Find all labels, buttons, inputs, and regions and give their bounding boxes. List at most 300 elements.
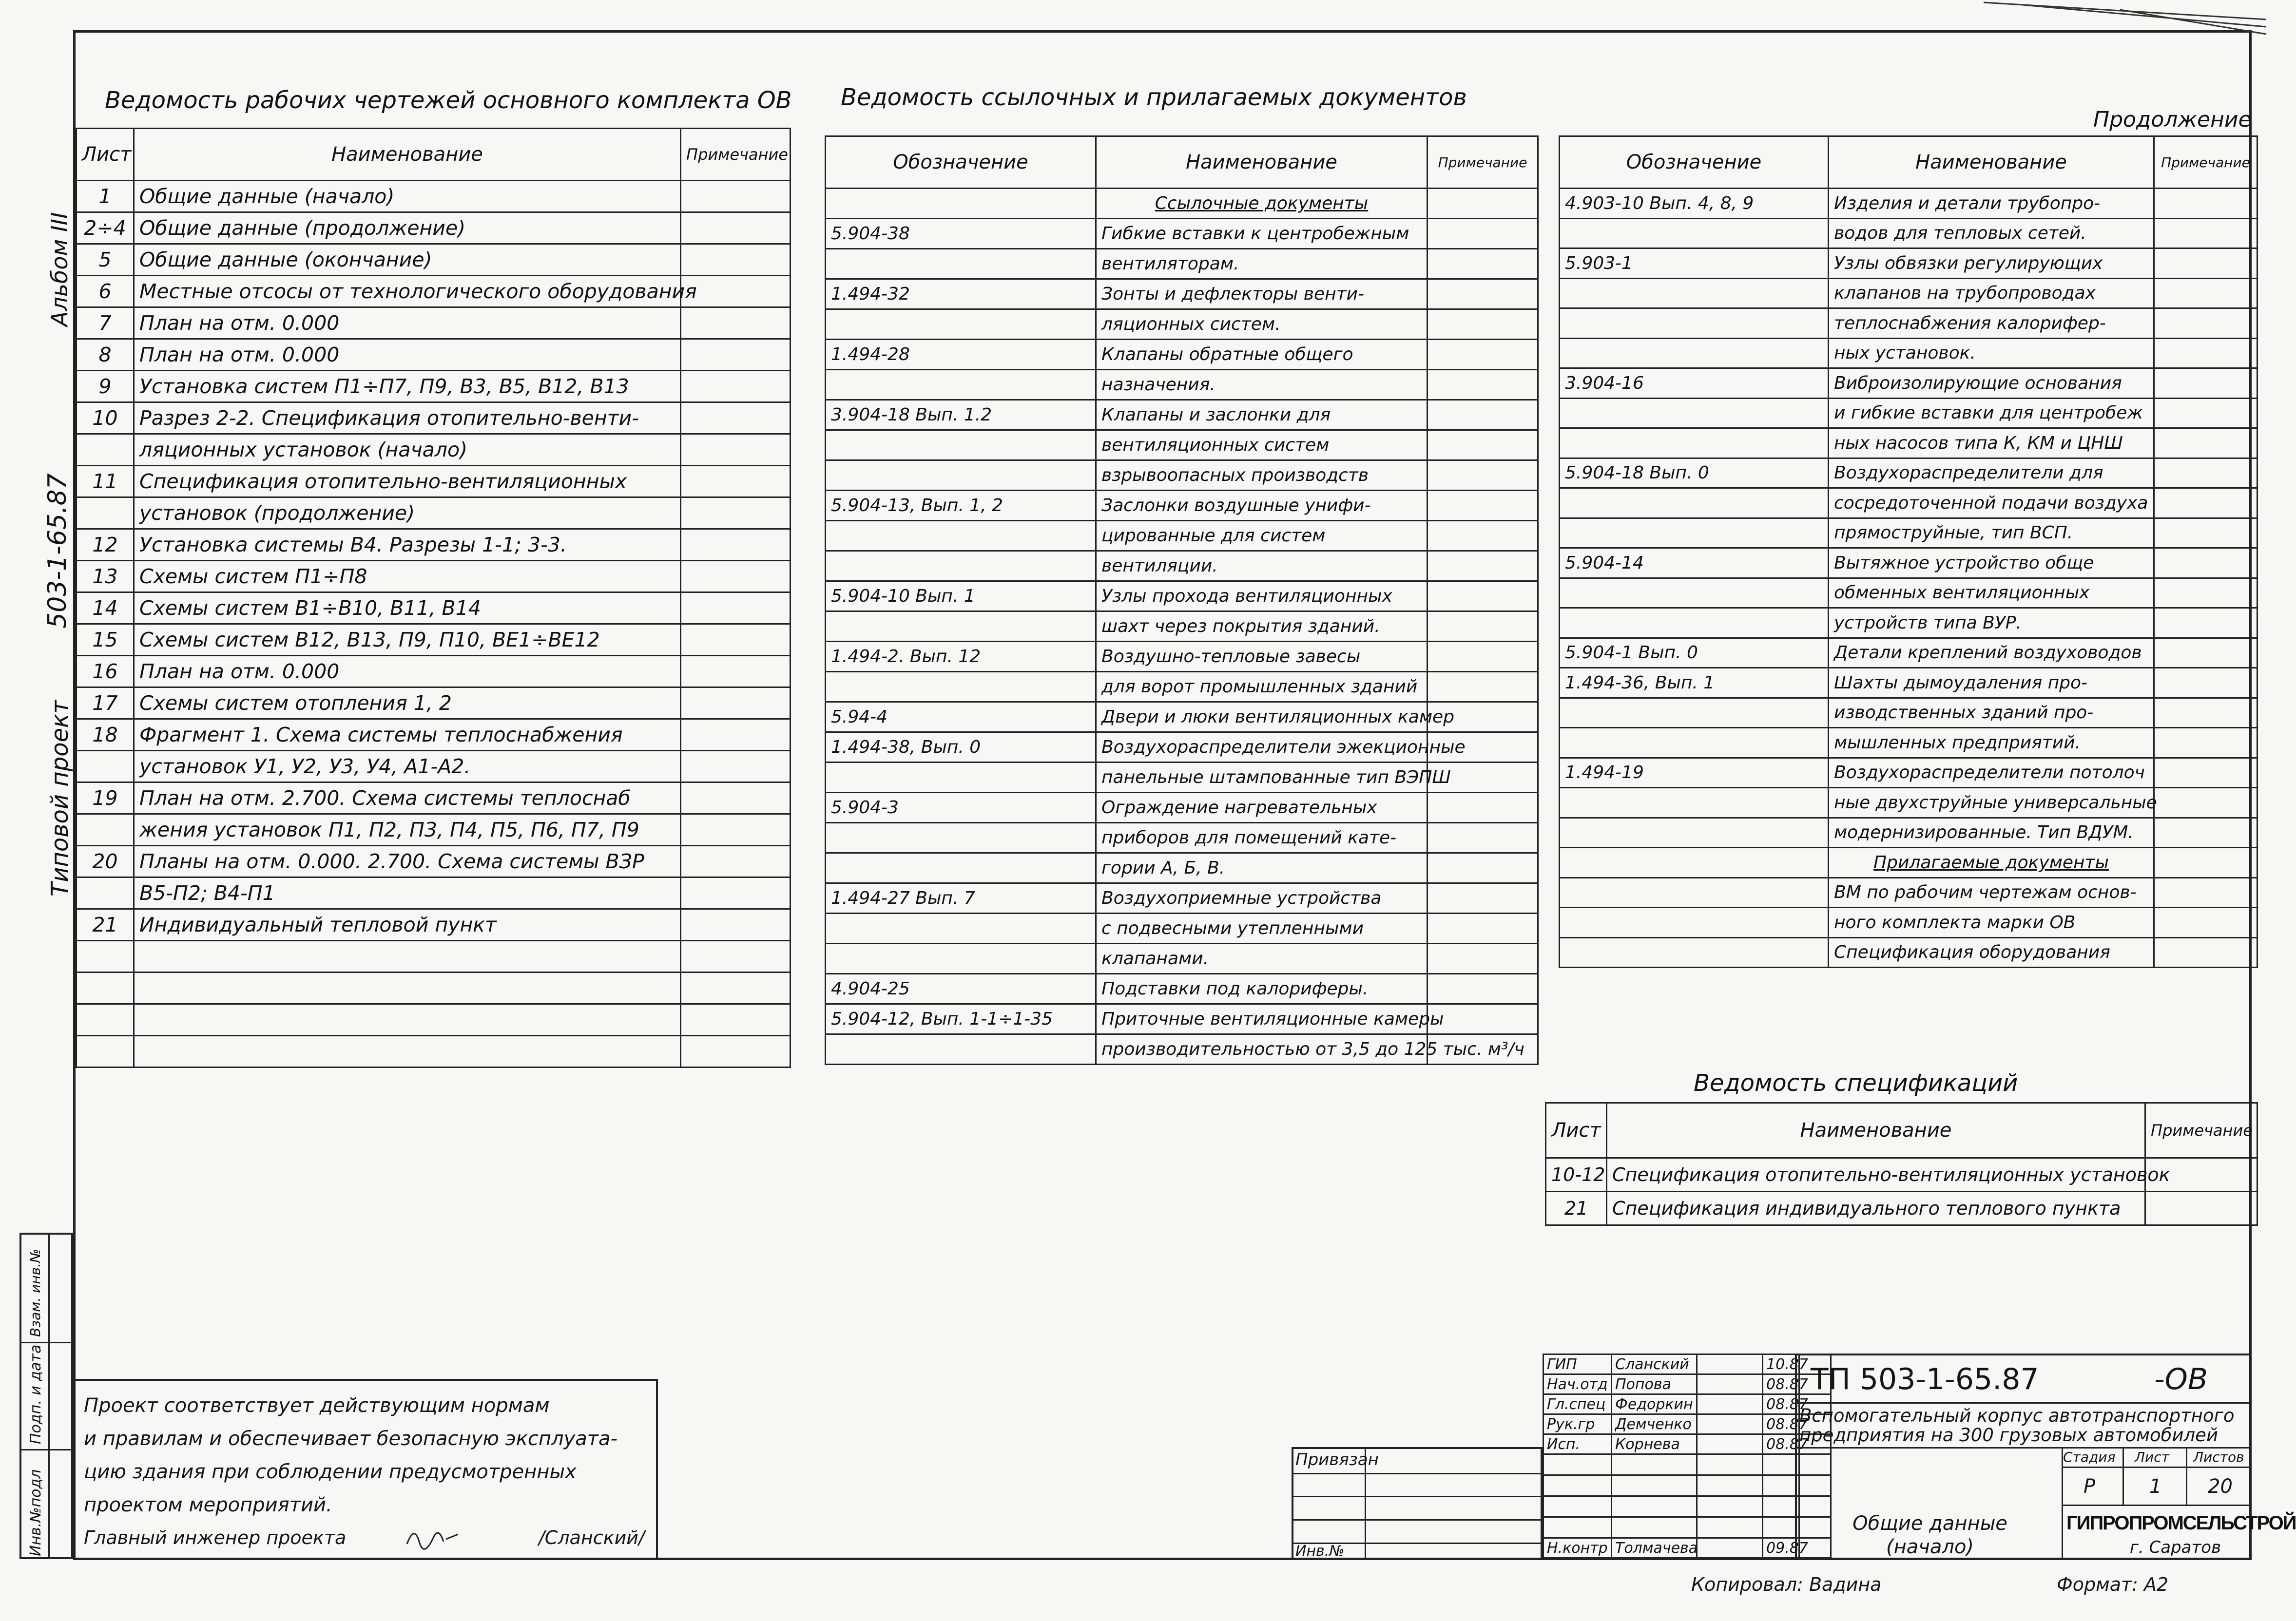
table-row (826, 672, 1538, 702)
table-row (1560, 848, 2257, 878)
note-line-4: проектом мероприятий. (84, 1494, 332, 1516)
table-cell: шахт через покрытия зданий. (1096, 611, 1428, 642)
table-cell: 7 (77, 307, 134, 339)
table-row (826, 944, 1538, 974)
col-header-sheet: Лист (77, 129, 134, 181)
table-row (1560, 818, 2257, 848)
table-cell (2154, 368, 2257, 399)
table-cell (826, 521, 1096, 551)
role-cell: ГИП (1544, 1354, 1612, 1374)
title-block (1292, 1354, 2296, 1560)
table-cell: Общие данные (начало) (134, 181, 681, 212)
table-row (77, 1004, 791, 1036)
table-row (1560, 548, 2257, 578)
table-cell: изводственных зданий про- (1829, 698, 2154, 728)
table-cell (681, 276, 791, 307)
table-cell: 12 (77, 529, 134, 561)
table-row (826, 309, 1538, 340)
table-cell: План на отм. 0.000 (134, 339, 681, 371)
table-row (1560, 728, 2257, 758)
table-row (77, 561, 791, 592)
role-row (1544, 1434, 1831, 1454)
table-cell: Спецификация оборудования (1829, 937, 2154, 968)
table-row (1560, 518, 2257, 548)
table-row (1560, 189, 2257, 219)
table-cell (2154, 908, 2257, 938)
table-row (826, 763, 1538, 793)
table-cell: 3.904-16 (1560, 368, 1829, 399)
table-row (1560, 788, 2257, 818)
role-cell: 08.87 (1763, 1414, 1799, 1434)
table-cell: Клапаны обратные общего (1096, 340, 1428, 370)
table-cell (2154, 877, 2257, 908)
table-cell: клапанами. (1096, 944, 1428, 974)
table-cell (2154, 638, 2257, 668)
spec-table-title: Ведомость спецификаций (1694, 1069, 2018, 1097)
table-row (826, 249, 1538, 279)
table-cell: 5.904-14 (1560, 548, 1829, 578)
col-header-name: Наименование (1096, 136, 1428, 189)
table-row (1560, 638, 2257, 668)
table-cell (1560, 818, 1829, 848)
table-cell: 15 (77, 624, 134, 656)
table-cell (1428, 581, 1538, 611)
table-cell: вентиляционных систем (1096, 430, 1428, 460)
table-cell: обменных вентиляционных (1829, 578, 2154, 608)
table-row (77, 877, 791, 909)
table-row (826, 732, 1538, 763)
table-row (826, 1034, 1538, 1065)
table-cell: 5.94-4 (826, 702, 1096, 732)
table-cell: 4.903-10 Вып. 4, 8, 9 (1560, 189, 1829, 219)
table-row (826, 1004, 1538, 1034)
sheet-title: Общие данные (начало) (1852, 1512, 2007, 1558)
table-row (77, 466, 791, 497)
table-cell (2154, 338, 2257, 368)
table-cell (2154, 937, 2257, 968)
table-row (77, 909, 791, 941)
album-label: Альбом III (46, 212, 73, 326)
table-cell (1560, 338, 1829, 368)
table-row (826, 883, 1538, 914)
table-cell (77, 814, 134, 846)
table-cell (77, 751, 134, 782)
table-cell (681, 339, 791, 371)
sheet-value: 1 (2149, 1475, 2162, 1498)
table-cell (681, 687, 791, 719)
note-line-2: и правилам и обеспечивает безопасную эксплуата- (84, 1428, 617, 1450)
works-table-title: Ведомость рабочих чертежей основного комплекта ОВ (105, 87, 792, 114)
table-row (826, 279, 1538, 309)
table-cell: Общие данные (окончание) (134, 244, 681, 276)
table-cell: водов для тепловых сетей. (1829, 218, 2154, 248)
table-cell (681, 181, 791, 212)
table-cell (2154, 458, 2257, 488)
stamp-label-inv: Инв.№подл (27, 1469, 44, 1556)
role-cell (1697, 1434, 1763, 1454)
stamp-label-replace: Взам. инв.№ (27, 1248, 43, 1337)
table-row (77, 846, 791, 877)
table-cell (1428, 460, 1538, 491)
table-row (1560, 937, 2257, 968)
role-cell: Нач.отд (1544, 1374, 1612, 1394)
table-cell: 5.904-13, Вып. 1, 2 (826, 491, 1096, 521)
table-cell: 1.494-32 (826, 279, 1096, 309)
table-cell (826, 551, 1096, 581)
table-cell (1560, 698, 1829, 728)
role-cell: 08.87 (1763, 1434, 1799, 1454)
table-cell: Ограждение нагревательных (1096, 793, 1428, 823)
table-cell (1560, 908, 1829, 938)
table-cell: 2÷4 (77, 212, 134, 244)
table-cell: Ссылочные документы (1096, 189, 1428, 219)
table-cell: ляционных систем. (1096, 309, 1428, 340)
table-cell (681, 244, 791, 276)
table-cell: 17 (77, 687, 134, 719)
role-row (1544, 1414, 1831, 1434)
table-cell: жения установок П1, П2, П3, П4, П5, П6, П7, П9 (134, 814, 681, 846)
table-row (1560, 578, 2257, 608)
table-cell (681, 941, 791, 973)
role-row (1544, 1374, 1831, 1394)
table-cell (1428, 793, 1538, 823)
table-cell: приборов для помещений кате- (1096, 823, 1428, 853)
table-cell (681, 782, 791, 814)
table-cell (77, 877, 134, 909)
table-cell: 1.494-2. Вып. 12 (826, 642, 1096, 672)
table-row (77, 529, 791, 561)
table-cell (1428, 430, 1538, 460)
table-row (77, 307, 791, 339)
sheets-header: Листов (2193, 1449, 2244, 1465)
table-cell (681, 814, 791, 846)
table-cell: 10 (77, 402, 134, 434)
table-cell (2154, 818, 2257, 848)
table-cell: Разрез 2-2. Спецификация отопительно-венти- (134, 402, 681, 434)
table-cell: 16 (77, 656, 134, 687)
table-cell: Установка системы В4. Разрезы 1-1; 3-3. (134, 529, 681, 561)
table-row (77, 687, 791, 719)
table-cell (826, 370, 1096, 400)
table-cell: Подставки под калориферы. (1096, 974, 1428, 1004)
norm-control-cell: Толмачева (1612, 1538, 1697, 1558)
table-cell: 5.904-3 (826, 793, 1096, 823)
table-cell: Спецификация отопительно-вентиляционных (134, 466, 681, 497)
table-cell: 13 (77, 561, 134, 592)
table-cell (1428, 491, 1538, 521)
table-cell: 1.494-19 (1560, 758, 1829, 788)
table-row (826, 400, 1538, 430)
table-row (77, 973, 791, 1004)
table-cell: В5-П2; В4-П1 (134, 877, 681, 909)
table-cell (134, 973, 681, 1004)
table-cell (2154, 488, 2257, 518)
table-cell: План на отм. 0.000 (134, 307, 681, 339)
chief-signature (405, 1522, 463, 1551)
role-row (1544, 1394, 1831, 1414)
table-row (77, 624, 791, 656)
note-line-3: цию здания при соблюдении предусмотренных (84, 1461, 577, 1483)
table-cell (1428, 400, 1538, 430)
table-cell (2154, 189, 2257, 219)
table-cell: Общие данные (продолжение) (134, 212, 681, 244)
table-cell (826, 763, 1096, 793)
table-cell: гории А, Б, В. (1096, 853, 1428, 883)
table-cell: Шахты дымоудаления про- (1829, 668, 2154, 698)
sheets-value: 20 (2208, 1475, 2233, 1498)
table-row (1560, 758, 2257, 788)
table-cell (681, 466, 791, 497)
table-cell (681, 973, 791, 1004)
table-cell: 3.904-18 Вып. 1.2 (826, 400, 1096, 430)
table-row (826, 974, 1538, 1004)
role-cell: 08.87 (1763, 1374, 1799, 1394)
table-cell (681, 1036, 791, 1068)
role-cell: 10.87 (1763, 1354, 1799, 1374)
table-cell: Установка систем П1÷П7, П9, В3, В5, В12, В13 (134, 371, 681, 402)
table-cell: Схемы систем отопления 1, 2 (134, 687, 681, 719)
doc-mark: -ОВ (2154, 1362, 2208, 1396)
table-cell (681, 497, 791, 529)
table-cell (1428, 883, 1538, 914)
table-cell: 5.904-38 (826, 219, 1096, 249)
table-row (826, 914, 1538, 944)
table-cell (1428, 1004, 1538, 1034)
table-cell (1560, 848, 1829, 878)
project-label-vertical: Типовой проект (46, 700, 74, 896)
table-cell: установок (продолжение) (134, 497, 681, 529)
table-cell: 5.904-1 Вып. 0 (1560, 638, 1829, 668)
table-row (1560, 698, 2257, 728)
table-cell (681, 656, 791, 687)
table-row (826, 823, 1538, 853)
table-cell: 8 (77, 339, 134, 371)
table-cell (2154, 608, 2257, 638)
table-cell (681, 1004, 791, 1036)
table-cell: Узлы обвязки регулирующих (1829, 248, 2154, 279)
col-header-name: Наименование (1829, 136, 2154, 189)
table-row (826, 521, 1538, 551)
table-cell (2154, 518, 2257, 548)
table-row (77, 592, 791, 624)
table-cell (826, 672, 1096, 702)
table-cell (1428, 823, 1538, 853)
col-header-name: Наименование (1607, 1103, 2145, 1158)
table-row (826, 853, 1538, 883)
inv-label: Инв.№ (1295, 1543, 1345, 1560)
table-cell (826, 1034, 1096, 1065)
table-cell: Детали креплений воздуховодов (1829, 638, 2154, 668)
role-row (1544, 1354, 1831, 1374)
col-header-code: Обозначение (826, 136, 1096, 189)
table-cell: модернизированные. Тип ВДУМ. (1829, 818, 2154, 848)
table-cell (77, 497, 134, 529)
table-row (1560, 398, 2257, 428)
table-row (826, 611, 1538, 642)
table-cell: ные двухструйные универсальные (1829, 788, 2154, 818)
stage-header: Стадия (2063, 1449, 2116, 1465)
table-cell: панельные штампованные тип ВЭПШ (1096, 763, 1428, 793)
table-row (77, 402, 791, 434)
table-cell (2154, 278, 2257, 308)
table-cell: 21 (1546, 1192, 1607, 1225)
table-row (77, 941, 791, 973)
table-row (77, 751, 791, 782)
works-table (76, 128, 791, 1068)
table-row (1560, 338, 2257, 368)
role-cell: Сланский (1612, 1354, 1697, 1374)
table-row (826, 430, 1538, 460)
table-cell (1560, 428, 1829, 458)
role-cell: Исп. (1544, 1434, 1612, 1454)
table-cell (681, 371, 791, 402)
table-cell: ляционных установок (начало) (134, 434, 681, 466)
table-cell: Вытяжное устройство обще (1829, 548, 2154, 578)
table-cell (681, 909, 791, 941)
refs-table-title: Ведомость ссылочных и прилагаемых документов (841, 84, 1467, 111)
role-cell (1697, 1374, 1763, 1394)
table-cell (2145, 1192, 2257, 1225)
table-cell: 21 (77, 909, 134, 941)
table-cell (2154, 308, 2257, 339)
corner-scribble (1974, 0, 2271, 44)
table-cell (77, 1004, 134, 1036)
table-row (77, 212, 791, 244)
table-row (826, 793, 1538, 823)
table-cell (2154, 398, 2257, 428)
table-cell: мышленных предприятий. (1829, 728, 2154, 758)
col-header-note: Примечание (2145, 1103, 2257, 1158)
table-cell (681, 624, 791, 656)
table-cell (1560, 488, 1829, 518)
table-cell: теплоснабжения калорифер- (1829, 308, 2154, 339)
table-row (1560, 218, 2257, 248)
table-cell: Прилагаемые документы (1829, 848, 2154, 878)
table-cell (681, 402, 791, 434)
col-header-note: Примечание (1428, 136, 1538, 189)
table-cell (681, 307, 791, 339)
table-cell (1428, 279, 1538, 309)
col-header-sheet: Лист (1546, 1103, 1607, 1158)
table-cell: 1.494-28 (826, 340, 1096, 370)
table-cell (1428, 189, 1538, 219)
refs-cont-table (1559, 135, 2258, 968)
table-cell (826, 823, 1096, 853)
table-cell (77, 973, 134, 1004)
table-cell: устройств типа ВУР. (1829, 608, 2154, 638)
table-cell: 5.903-1 (1560, 248, 1829, 279)
role-cell: Федоркин (1612, 1394, 1697, 1414)
table-cell (1560, 308, 1829, 339)
table-cell (2154, 788, 2257, 818)
table-row (77, 276, 791, 307)
table-cell: ного комплекта марки ОВ (1829, 908, 2154, 938)
table-cell (2154, 758, 2257, 788)
format-label: Формат: А2 (2057, 1574, 2169, 1595)
table-row (826, 460, 1538, 491)
table-row (1560, 428, 2257, 458)
table-cell: цированные для систем (1096, 521, 1428, 551)
table-cell (1428, 672, 1538, 702)
table-cell (826, 853, 1096, 883)
table-cell (2154, 848, 2257, 878)
table-cell (681, 434, 791, 466)
table-cell: клапанов на трубопроводах (1829, 278, 2154, 308)
table-row (1560, 908, 2257, 938)
note-line-1: Проект соответствует действующим нормам (84, 1394, 550, 1417)
role-cell: Корнева (1612, 1434, 1697, 1454)
table-row (77, 371, 791, 402)
city: г. Саратов (2130, 1538, 2221, 1557)
table-cell: вентиляторам. (1096, 249, 1428, 279)
table-cell: 5.904-18 Вып. 0 (1560, 458, 1829, 488)
table-cell (1560, 398, 1829, 428)
table-cell (826, 944, 1096, 974)
binding-label: Привязан (1295, 1450, 1379, 1469)
table-cell (2154, 668, 2257, 698)
norm-control-cell: 09.87 (1763, 1538, 1799, 1558)
table-cell (2154, 578, 2257, 608)
table-row (1560, 488, 2257, 518)
table-row (77, 782, 791, 814)
table-cell (1560, 518, 1829, 548)
table-cell: Виброизолирующие основания (1829, 368, 2154, 399)
table-cell (826, 309, 1096, 340)
chief-engineer-label: Главный инженер проекта (84, 1527, 347, 1548)
table-row (826, 491, 1538, 521)
role-cell: 08.87 (1763, 1394, 1799, 1414)
table-cell (1428, 853, 1538, 883)
table-cell (1560, 728, 1829, 758)
table-cell: и гибкие вставки для центробеж (1829, 398, 2154, 428)
table-cell: 11 (77, 466, 134, 497)
table-cell: 5.904-10 Вып. 1 (826, 581, 1096, 611)
table-row (826, 189, 1538, 219)
table-cell (1428, 551, 1538, 581)
table-cell: с подвесными утепленными (1096, 914, 1428, 944)
table-row (1560, 278, 2257, 308)
spec-table (1545, 1102, 2258, 1226)
table-cell (1560, 608, 1829, 638)
table-cell (1428, 309, 1538, 340)
table-row (1546, 1192, 2257, 1225)
table-cell (2154, 728, 2257, 758)
table-cell (826, 430, 1096, 460)
table-row (826, 551, 1538, 581)
table-cell: 20 (77, 846, 134, 877)
table-cell (134, 1004, 681, 1036)
table-cell (681, 529, 791, 561)
table-cell (134, 1036, 681, 1068)
org-name: ГИПРОПРОМСЕЛЬСТРОЙ (2066, 1512, 2296, 1534)
note-block (73, 1379, 658, 1560)
table-cell: Воздушно-тепловые завесы (1096, 642, 1428, 672)
table-cell: План на отм. 0.000 (134, 656, 681, 687)
table-cell: 9 (77, 371, 134, 402)
table-cell (2154, 248, 2257, 279)
table-cell (2154, 218, 2257, 248)
table-row (77, 719, 791, 751)
table-cell: План на отм. 2.700. Схема системы теплоснаб (134, 782, 681, 814)
table-cell (2154, 548, 2257, 578)
table-cell (134, 941, 681, 973)
table-cell: для ворот промышленных зданий (1096, 672, 1428, 702)
table-cell (77, 941, 134, 973)
table-cell (77, 434, 134, 466)
role-cell (1697, 1414, 1763, 1434)
col-header-name: Наименование (134, 129, 681, 181)
table-cell: 5.904-12, Вып. 1-1÷1-35 (826, 1004, 1096, 1034)
